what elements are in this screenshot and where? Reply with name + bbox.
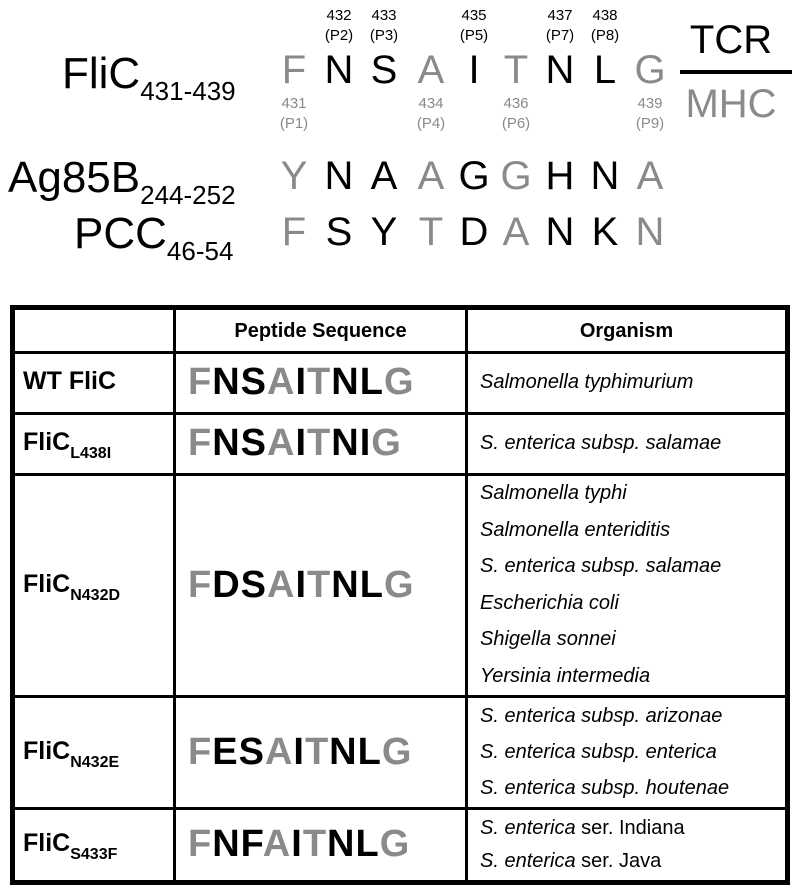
- tcr-mhc-divider: [680, 70, 792, 74]
- row-label: [23, 367, 116, 396]
- flic-top-position-label-number: 433: [371, 7, 397, 24]
- organism-name: [480, 817, 685, 840]
- sequence-residue: T: [307, 361, 332, 403]
- organism-serovar: ser. Java: [575, 849, 662, 872]
- sequence-residue: F: [188, 563, 213, 606]
- flic-residue: I: [468, 48, 480, 92]
- organism-species: Escherichia coli: [480, 591, 619, 614]
- sequence-residue: N: [212, 823, 241, 865]
- organism-species: S. enterica subsp. salamae: [480, 555, 722, 578]
- flic-residue: A: [417, 48, 445, 92]
- peptide-sequence: [188, 422, 402, 465]
- flic-residue: L: [593, 48, 617, 92]
- flic-bottom-position-label: [489, 94, 543, 134]
- row-divider-1: [15, 412, 785, 415]
- sequence-residue: I: [295, 563, 308, 606]
- flic-residue: F: [281, 48, 307, 92]
- organism-species: S. enterica: [480, 816, 576, 839]
- ag85b-residue: A: [636, 154, 664, 198]
- ag85b-residue: Y: [280, 154, 308, 198]
- organism-species: Yersinia intermedia: [480, 664, 651, 687]
- flic-bottom-position-label: [623, 94, 677, 134]
- organism-species: S. enterica subsp. enterica: [480, 740, 717, 763]
- sequence-residue: I: [293, 730, 305, 773]
- col-divider-1: [173, 310, 176, 880]
- flic-label: [62, 49, 236, 106]
- organism-species: S. enterica subsp. houtenae: [480, 776, 730, 799]
- pcc-residue: N: [545, 210, 575, 254]
- sequence-residue: G: [379, 823, 411, 865]
- organism-name: [480, 628, 616, 651]
- flic-top-position-label-pocket: (P7): [545, 27, 575, 44]
- sequence-residue: G: [371, 422, 402, 464]
- row-label-mutation: L438I: [70, 445, 112, 462]
- row-label-name: FliC: [23, 569, 71, 598]
- sequence-residue: A: [267, 422, 296, 464]
- sequence-residue: I: [291, 823, 303, 865]
- sequence-residue: D: [212, 563, 241, 606]
- sequence-residue: N: [331, 361, 360, 403]
- pcc-range: 46-54: [166, 236, 234, 266]
- flic-bottom-position-label-number: 439: [637, 95, 663, 112]
- sequence-residue: G: [383, 361, 415, 403]
- sequence-residue: A: [267, 563, 296, 606]
- flic-bottom-position-label-pocket: (P4): [416, 115, 446, 132]
- organism-species: Shigella sonnei: [480, 628, 616, 651]
- ag85b-residue: A: [417, 154, 445, 198]
- sequence-residue: I: [295, 361, 308, 403]
- organism-name: [480, 555, 721, 578]
- flic-top-position-label-pocket: (P3): [369, 27, 399, 44]
- flic-top-position-label-pocket: (P8): [590, 27, 620, 44]
- organism-name: [480, 705, 722, 728]
- ag85b-residue: A: [370, 154, 398, 198]
- flic-bottom-position-label-pocket: (P9): [635, 115, 665, 132]
- organism-species: S. enterica subsp. salamae: [480, 432, 722, 454]
- organism-name: [480, 371, 693, 394]
- flic-top-position-label-pocket: (P5): [459, 27, 489, 44]
- sequence-residue: F: [188, 422, 213, 464]
- row-label-name: FliC: [23, 736, 71, 765]
- flic-residue: G: [634, 48, 666, 92]
- sequence-residue: S: [240, 361, 268, 403]
- peptide-sequence: [188, 823, 410, 866]
- flic-residue: N: [545, 48, 575, 92]
- pcc-residue: D: [459, 210, 489, 254]
- sequence-residue: T: [307, 563, 332, 606]
- organism-species: Salmonella typhimurium: [480, 371, 694, 393]
- row-label-name: FliC: [23, 829, 71, 857]
- mhc-label: MHC: [685, 82, 777, 126]
- tcr-label: TCR: [689, 18, 773, 62]
- ag85b-label: [8, 153, 236, 210]
- flic-top-position-label-pocket: (P2): [324, 27, 354, 44]
- flic-top-position-label-number: 435: [461, 7, 487, 24]
- row-label-mutation: S433F: [70, 846, 118, 863]
- sequence-residue: F: [188, 361, 213, 403]
- sequence-residue: A: [262, 823, 292, 865]
- organism-name: [480, 482, 627, 505]
- sequence-residue: G: [383, 563, 415, 606]
- pcc-name: PCC: [74, 209, 167, 258]
- flic-top-position-label-number: 438: [592, 7, 618, 24]
- organism-species: Salmonella typhi: [480, 482, 627, 505]
- sequence-residue: S: [240, 422, 268, 464]
- sequence-residue: G: [381, 730, 413, 773]
- sequence-residue: A: [264, 730, 294, 773]
- col-divider-2: [465, 310, 468, 880]
- flic-top-position-label-number: 432: [326, 7, 352, 24]
- sequence-residue: N: [212, 361, 241, 403]
- organism-species: S. enterica: [480, 849, 576, 872]
- organism-name: [480, 665, 650, 688]
- pcc-residue: N: [635, 210, 665, 254]
- sequence-residue: N: [331, 563, 360, 606]
- row-label-mutation: N432E: [70, 753, 120, 771]
- organism-species: Salmonella enteriditis: [480, 518, 671, 541]
- peptide-table: [10, 305, 790, 885]
- organism-name: [480, 850, 661, 873]
- pcc-residue: S: [325, 210, 353, 254]
- sequence-residue: I: [359, 422, 372, 464]
- flic-bottom-position-label-number: 436: [503, 95, 529, 112]
- pcc-residue: T: [418, 210, 444, 254]
- row-divider-3: [15, 695, 785, 698]
- row-divider-2: [15, 473, 785, 476]
- sequence-residue: N: [329, 730, 358, 773]
- row-label-name: WT FliC: [23, 367, 117, 395]
- flic-top-position-label: [447, 6, 501, 46]
- pcc-residue: A: [502, 210, 530, 254]
- flic-residue: T: [503, 48, 529, 92]
- flic-residue: S: [370, 48, 398, 92]
- sequence-residue: T: [307, 422, 332, 464]
- flic-top-position-label: [578, 6, 632, 46]
- sequence-residue: L: [357, 730, 382, 773]
- ag85b-residue: H: [545, 154, 575, 198]
- pcc-residue: K: [591, 210, 619, 254]
- organism-serovar: ser. Indiana: [575, 816, 685, 839]
- sequence-residue: E: [212, 730, 239, 773]
- row-label: [23, 428, 111, 463]
- row-label-name: FliC: [23, 428, 71, 456]
- pcc-residue: F: [281, 210, 307, 254]
- sequence-residue: N: [212, 422, 241, 464]
- organism-name: [480, 519, 670, 542]
- sequence-residue: L: [359, 361, 384, 403]
- sequence-residue: N: [331, 422, 360, 464]
- sequence-residue: F: [240, 823, 263, 865]
- row-label-mutation: N432D: [70, 586, 121, 604]
- sequence-residue: N: [327, 823, 356, 865]
- header-organism: Organism: [579, 320, 674, 342]
- row-label: [23, 737, 119, 772]
- organism-name: [480, 592, 619, 615]
- ag85b-range: 244-252: [140, 180, 236, 210]
- peptide-sequence: [188, 564, 415, 607]
- flic-top-position-label-number: 437: [547, 7, 573, 24]
- peptide-sequence: [188, 731, 412, 774]
- ag85b-residue: G: [458, 154, 490, 198]
- ag85b-name: Ag85B: [8, 153, 141, 202]
- ag85b-residue: G: [500, 154, 532, 198]
- sequence-residue: L: [359, 563, 384, 606]
- flic-bottom-position-label-number: 434: [418, 95, 444, 112]
- organism-name: [480, 432, 721, 455]
- organism-name: [480, 777, 729, 800]
- flic-bottom-position-label: [267, 94, 321, 134]
- row-divider-4: [15, 807, 785, 810]
- header-peptide-sequence: Peptide Sequence: [234, 320, 407, 342]
- pcc-label: [74, 209, 234, 266]
- peptide-sequence: [188, 361, 415, 404]
- ag85b-residue: N: [324, 154, 354, 198]
- sequence-residue: F: [188, 823, 213, 865]
- flic-range: 431-439: [140, 76, 236, 106]
- flic-residue: N: [324, 48, 354, 92]
- sequence-residue: I: [295, 422, 308, 464]
- sequence-residue: S: [238, 730, 265, 773]
- sequence-residue: T: [302, 823, 328, 865]
- flic-top-position-label: [357, 6, 411, 46]
- flic-bottom-position-label-pocket: (P6): [501, 115, 531, 132]
- organism-species: S. enterica subsp. arizonae: [480, 704, 723, 727]
- row-divider-header: [15, 351, 785, 354]
- row-label: [23, 829, 117, 864]
- pcc-residue: Y: [370, 210, 398, 254]
- sequence-residue: S: [240, 563, 268, 606]
- flic-name: FliC: [62, 49, 141, 98]
- sequence-residue: F: [188, 730, 213, 773]
- sequence-residue: A: [267, 361, 296, 403]
- flic-bottom-position-label-pocket: (P1): [279, 115, 309, 132]
- sequence-residue: L: [355, 823, 380, 865]
- sequence-residue: T: [304, 730, 330, 773]
- organism-name: [480, 741, 717, 764]
- ag85b-residue: N: [590, 154, 620, 198]
- flic-bottom-position-label-number: 431: [281, 95, 307, 112]
- row-label: [23, 570, 120, 605]
- flic-bottom-position-label: [404, 94, 458, 134]
